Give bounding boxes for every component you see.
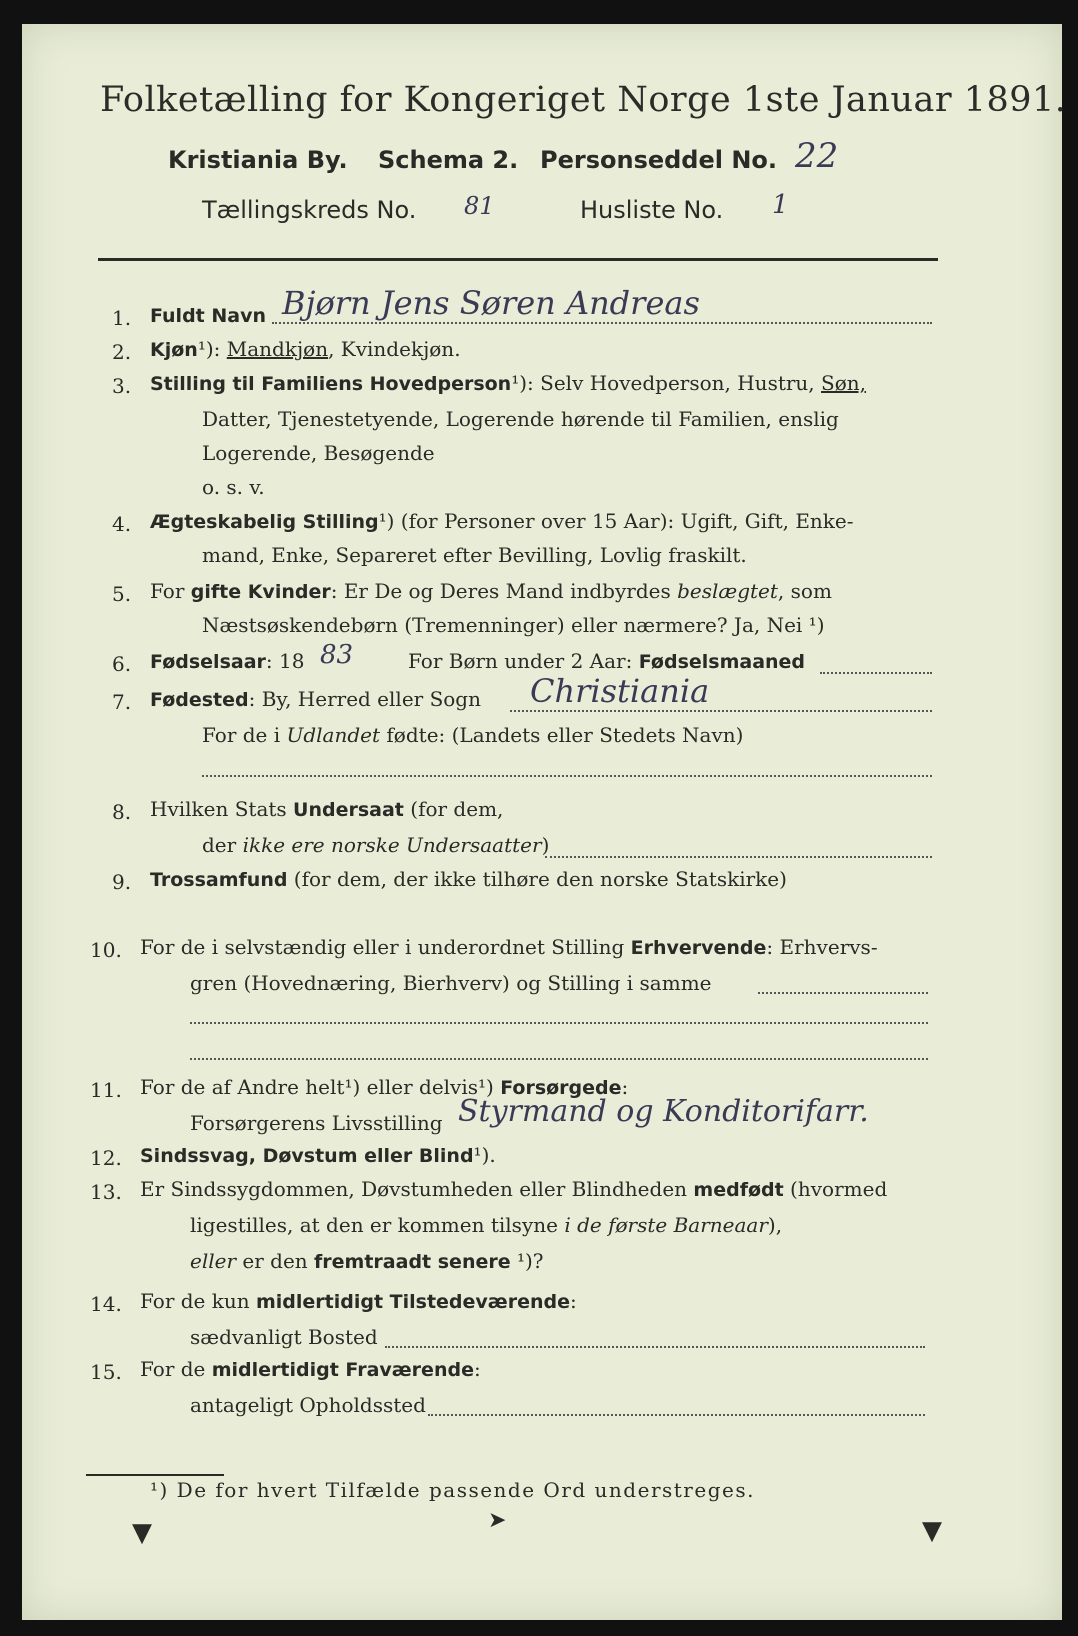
disability-label: Sindssvag, Døvstum eller Blind [140,1145,474,1167]
full-name-label: Fuldt Navn [150,305,267,327]
birthplace-options: : By, Herred eller Sogn [248,687,481,711]
registration-mark-icon: ▼ [922,1516,942,1546]
kreds-label: Tællingskreds No. [202,196,417,224]
husliste-label: Husliste No. [580,196,724,224]
citizenship-prefix: Hvilken Stats [150,797,294,821]
item-13-line-3 [190,1246,544,1277]
religion-label: Trossamfund [150,869,288,891]
item-5-line-2: Næstsøskendebørn (Tremenninger) eller nærmere? Ja, Nei ¹) [202,613,825,637]
item-number: 10. [90,938,122,962]
item-number: 14. [90,1292,122,1316]
item-13-text [140,1174,887,1205]
kreds-number: 81 [464,192,495,220]
son-underlined: Søn, [821,371,867,395]
item-3-line-4: o. s. v. [202,475,265,499]
birth-month-question: For Børn under 2 Aar: [408,649,639,673]
citizenship-dotted-line [545,856,932,858]
item-number: 9. [112,870,132,894]
item-13-line-2 [190,1210,782,1240]
item-12-text [140,1140,496,1171]
item-number: 8. [112,800,132,824]
item-number: 11. [90,1078,122,1102]
abroad-word: Udlandet [286,723,381,747]
item-11-text: For de af Andre helt¹) eller delvis¹) Forsørgede: [140,1075,629,1099]
occupation-dotted-line-3 [190,1058,928,1060]
item-7-text [150,684,481,715]
item-5-suffix: , som [777,579,832,603]
husliste-number: 1 [772,190,789,220]
citizenship-line2-suffix: ) [541,833,550,857]
probable-residence-label: antageligt Opholdssted [190,1393,426,1417]
occupation-label: Erhvervende [630,937,767,959]
marital-status-options: ¹) (for Personer over 15 Aar): Ugift, Gift, Enke- [378,509,854,533]
item-5-prefix: For [150,579,191,603]
birthplace-dotted-line [510,710,932,712]
abroad-dotted-line [202,775,932,777]
birthplace-label: Fødested [150,689,249,711]
footnote-marker: ¹): [197,337,227,361]
family-position-options: ¹): Selv Hovedperson, Hustru, [511,371,822,395]
item-5-question: : Er De og Deres Mand indbyrdes [330,579,678,603]
citizenship-line2-prefix: der [202,833,243,857]
citizenship-label: Undersaat [293,799,404,821]
item-15-text [140,1354,481,1385]
later-prefix: er den [236,1249,315,1273]
item-9-text [150,864,787,895]
schema-label: Schema 2. [378,146,519,174]
full-name-value: Bjørn Jens Søren Andreas [282,284,700,322]
occupation-prefix: For de i selvstændig eller i underordnet Stilling [140,935,631,959]
disability-suffix: ¹). [473,1143,496,1167]
temporary-absent-prefix: For de [140,1357,212,1381]
item-number: 5. [112,582,132,606]
item-7-line-2 [202,720,743,750]
item-6-text [150,646,304,677]
item-10-line-2: gren (Hovednæring, Bierhverv) og Stilling i samme [190,971,712,995]
item-number: 1. [112,306,132,330]
item-8-line-2 [202,830,549,860]
item-4-line-2: mand, Enke, Separeret efter Bevilling, Lovlig fraskilt. [202,543,747,567]
congenital-suffix: (hvormed [783,1177,888,1201]
temporary-absent-label: midlertidigt Fraværende [211,1359,474,1381]
not-norwegian-phrase: ikke ere norske Undersaatter [242,833,542,857]
item-number: 12. [90,1146,122,1170]
birth-month-dotted-line [820,672,932,674]
item-10-text [140,932,878,963]
item-number: 15. [90,1360,122,1384]
item-3-line-2: Datter, Tjenestetyende, Logerende hørende til Familien, enslig [202,407,839,431]
item-1-label [150,300,266,331]
provider-occupation-label: Forsørgerens Livsstilling [190,1111,443,1135]
provider-occupation-value: Styrmand og Konditorifarr. [458,1094,869,1129]
header-rule [98,258,938,261]
family-position-label: Stilling til Familiens Hovedperson [150,373,512,395]
childhood-prefix: ligestilles, at den er kommen tilsyne [190,1213,565,1237]
dependent-prefix: For de af Andre helt¹) eller delvis¹) [140,1075,501,1099]
abroad-prefix: For de i [202,723,287,747]
usual-residence-dotted-line [385,1346,925,1348]
item-5-text [150,576,832,607]
abroad-suffix: fødte: (Landets eller Stedets Navn) [380,723,744,747]
item-number: 6. [112,652,132,676]
later-label: fremtraadt senere [314,1251,511,1273]
item-number: 4. [112,512,132,536]
item-4-text [150,506,854,537]
birthplace-value: Christiania [530,672,710,710]
childhood-phrase: i de første Barneaar [564,1213,768,1237]
occupation-dotted-line-2 [190,1022,928,1024]
item-2-text [150,334,461,365]
item-number: 3. [112,374,132,398]
childhood-suffix: ), [767,1213,783,1237]
item-3-line-3: Logerende, Besøgende [202,441,435,465]
form-title: Folketælling for Kongeriget Norge 1ste Januar 1891. [100,80,1067,120]
congenital-label: medfødt [693,1179,784,1201]
item-number: 2. [112,340,132,364]
city-label: Kristiania By. [168,146,348,174]
later-suffix: ¹)? [510,1249,544,1273]
registration-mark-icon: ➤ [488,1508,507,1533]
item-3-text [150,368,866,399]
congenital-prefix: Er Sindssygdommen, Døvstumheden eller Blindheden [140,1177,694,1201]
item-8-text [150,794,503,825]
full-name-dotted-line [272,322,932,324]
birth-year-value: 83 [320,640,354,670]
personseddel-number: 22 [795,136,839,176]
married-women-label: gifte Kvinder [190,581,331,603]
birth-month-label: Fødselsmaaned [638,651,806,673]
dependent-label: Forsørgede [500,1077,622,1099]
item-number: 7. [112,690,132,714]
marital-status-label: Ægteskabelig Stilling [150,511,379,533]
or-word: eller [190,1249,237,1273]
footnote-text: ¹) De for hvert Tilfælde passende Ord understreges. [150,1478,755,1502]
sex-male-underlined: Mandkjøn [226,337,329,361]
item-14-text [140,1286,577,1317]
sex-label: Kjøn [150,339,198,361]
temporary-present-label: midlertidigt Tilstedeværende [255,1291,570,1313]
birth-year-label: Fødselsaar [150,651,266,673]
personseddel-label: Personseddel No. [540,146,778,174]
registration-mark-icon: ▼ [132,1518,152,1548]
occupation-dotted-line-1 [758,992,928,994]
related-word: beslægtet [677,579,778,603]
sex-female-option: , Kvindekjøn. [328,337,461,361]
temporary-present-prefix: For de kun [140,1289,256,1313]
birth-year-prefix: : 18 [265,649,305,673]
citizenship-suffix: (for dem, [403,797,504,821]
probable-residence-dotted-line [428,1414,925,1416]
temporary-absent-suffix: : [473,1357,481,1381]
footnote-rule [86,1474,224,1476]
temporary-present-suffix: : [570,1289,577,1313]
item-number: 13. [90,1180,122,1204]
usual-residence-label: sædvanligt Bosted [190,1325,378,1349]
religion-question: (for dem, der ikke tilhøre den norske Statskirke) [287,867,787,891]
occupation-suffix: : Erhvervs- [766,935,878,959]
